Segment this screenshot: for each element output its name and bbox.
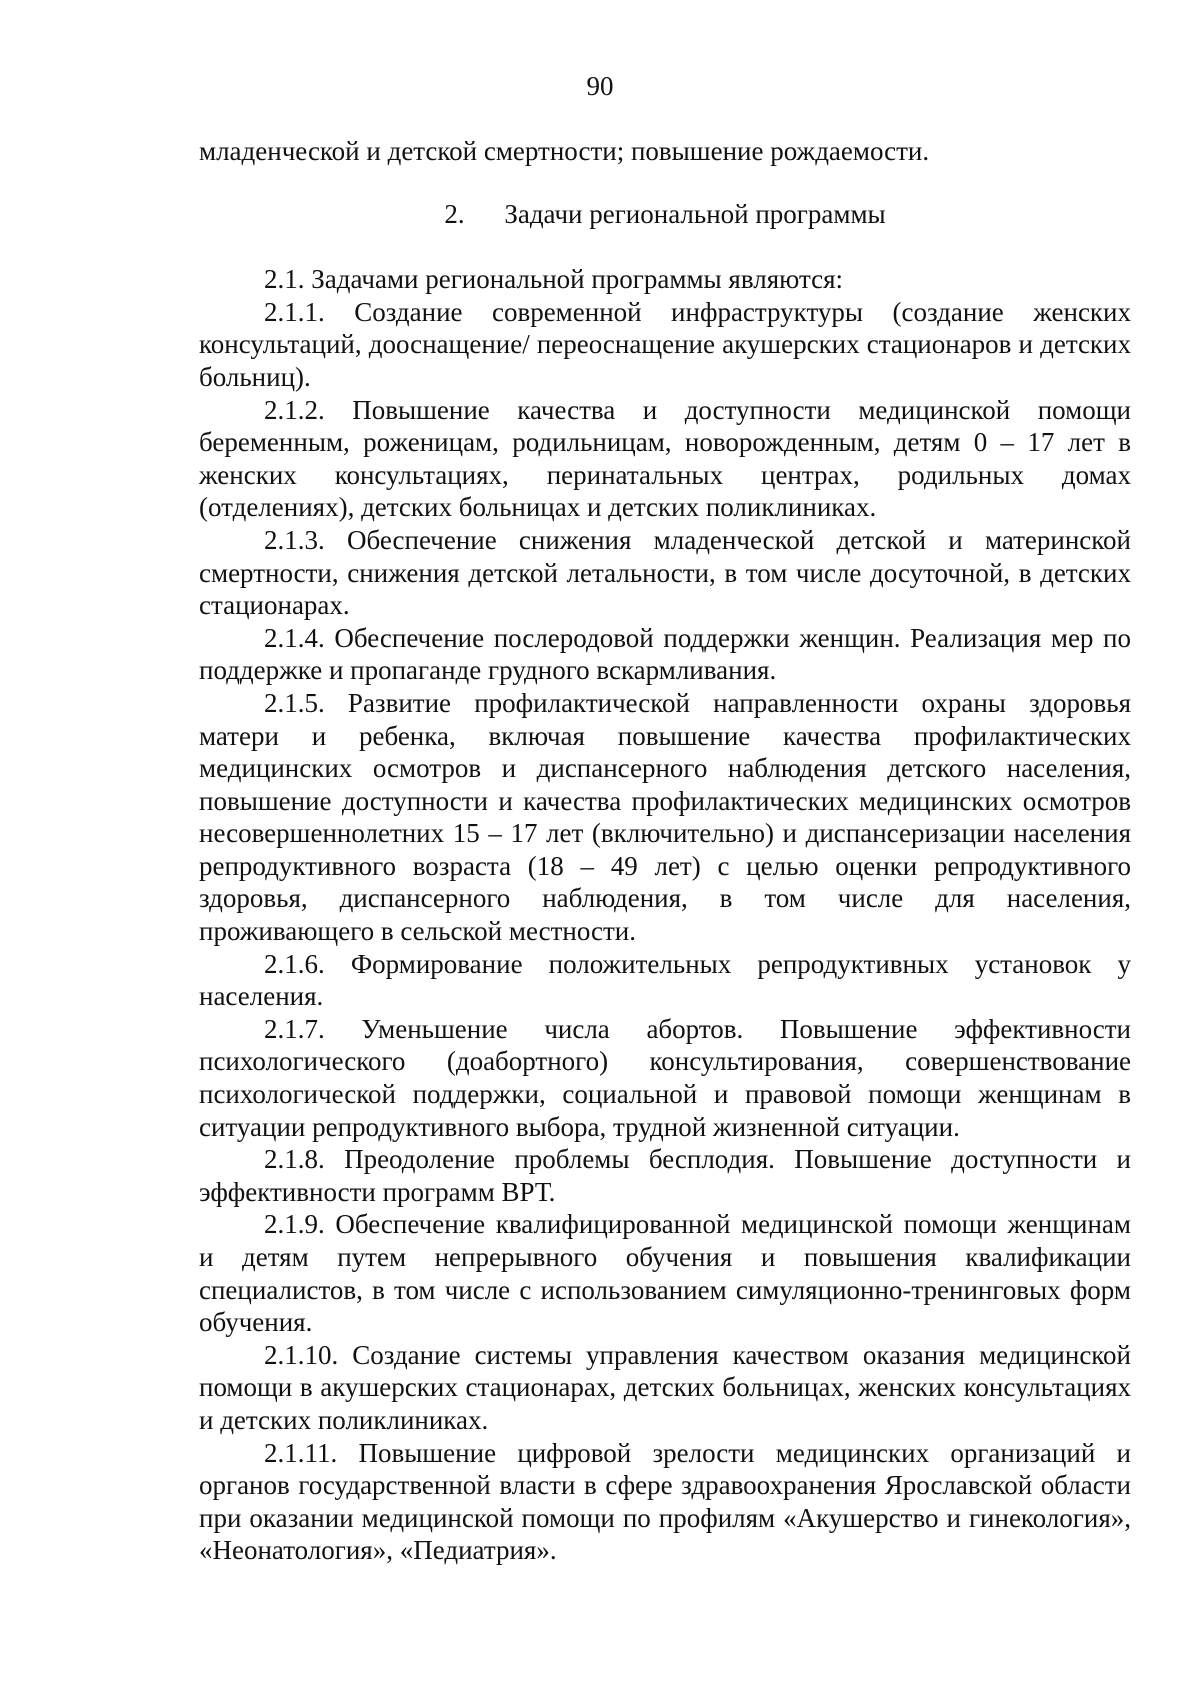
task-item-2-1-1: 2.1.1. Создание современной инфраструктуры (создание женских консультаций, дооснащение/ переоснащение акушерских стационаров и детских больниц). [199,296,1131,392]
task-item-2-1-11: 2.1.11. Повышение цифровой зрелости медицинских организаций и органов государственной власти в сфере здравоохранения Ярославской области при оказании медицинской помощи по профилям «Акушерство и гинекология», «Неонатология», «Педиатрия». [199,1437,1131,1566]
task-item-2-1-6: 2.1.6. Формирование положительных репродуктивных установок у населения. [199,948,1131,1012]
section-title: Задачи региональной программы [504,198,886,229]
task-item-2-1-3: 2.1.3. Обеспечение снижения младенческой детской и материнской смертности, снижения детской летальности, в том числе досуточной, в детских стационарах. [199,524,1131,621]
task-item-2-1-2: 2.1.2. Повышение качества и доступности медицинской помощи беременным, роженицам, родильницам, новорожденным, детям 0 – 17 лет в женских консультациях, перинатальных центрах, родильных домах (отделениях), детских больницах и детских поликлиниках. [199,394,1131,523]
task-item-2-1-7: 2.1.7. Уменьшение числа абортов. Повышение эффективности психологического (доабортного) консультирования, совершенствование психологической поддержки, социальной и правовой помощи женщинам в ситуации репродуктивного выбора, трудной жизненной ситуации. [199,1013,1131,1142]
task-item-2-1-8: 2.1.8. Преодоление проблемы бесплодия. Повышение доступности и эффективности программ ВРТ. [199,1144,1131,1207]
continuation-paragraph: младенческой и детской смертности; повышение рождаемости. [199,136,930,166]
tasks-intro: 2.1. Задачами региональной программы являются: [264,264,843,295]
task-item-2-1-9: 2.1.9. Обеспечение квалифицированной медицинской помощи женщинам и детям путем непрерывного обучения и повышения квалификации специалистов, в том числе с использованием симуляционно-тренинговых форм обучения. [199,1209,1131,1338]
task-item-2-1-5: 2.1.5. Развитие профилактической направленности охраны здоровья матери и ребенка, включая повышение качества профилактических медицинских осмотров и диспансерного наблюдения детского населения, повышение доступности и качества профилактических медицинских осмотров несовершеннолетних 15 – 17 лет (включительно) и диспансеризации населения репродуктивного возраста (18 – 49 лет) с целью оценки репродуктивного здоровья, диспансерного наблюдения, в том числе для населения, проживающего в сельской местности. [199,687,1131,947]
task-item-2-1-10: 2.1.10. Создание системы управления качеством оказания медицинской помощи в акушерских стационарах, детских больницах, женских консультациях и детских поликлиниках. [199,1339,1131,1435]
document-body [199,135,1131,1567]
section-heading [199,198,1131,231]
page-number: 90 [586,71,614,101]
task-item-2-1-4: 2.1.4. Обеспечение послеродовой поддержки женщин. Реализация мер по поддержке и пропаганде грудного вскармливания. [199,622,1131,686]
section-number: 2. [444,198,465,229]
